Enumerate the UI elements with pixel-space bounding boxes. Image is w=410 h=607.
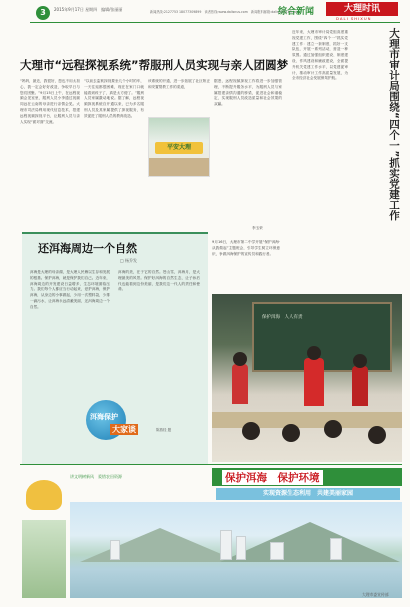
essay-title: 还洱海周边一个自然 <box>38 242 137 255</box>
masthead-subtitle: DALI SHIXUN <box>336 16 372 21</box>
issue-date: 2015年9月17日 星期四 编辑/张丽丽 <box>54 7 123 12</box>
building <box>220 530 232 560</box>
building <box>110 540 120 560</box>
building <box>330 538 342 560</box>
badge-credit: 陈燕桂 题 <box>156 428 172 432</box>
badge-line-1: 洱海保护 <box>90 413 118 421</box>
contact-line: 新闻热线:2127753 18077309899 读者热线:www.dalisnus.com 新闻报料邮箱:dalisnx@163.com <box>150 10 300 14</box>
ad-subtitle: 实现资源生态利用 共建美丽家园 <box>216 488 400 500</box>
header-divider <box>30 22 400 23</box>
student-head <box>233 352 247 366</box>
student-figure <box>352 366 368 406</box>
ad-hills-image <box>22 520 66 598</box>
side-article-headline: 大理市审计局围绕“四个一”抓实党建工作 <box>388 28 400 221</box>
lead-headline: 大理市“远程探视系统”帮服刑人员实现与亲人团圆梦 <box>20 58 289 72</box>
photo-sign: 平安大理 <box>155 142 203 154</box>
student-head <box>307 346 321 360</box>
ad-slogan: 讲文明树新风 爱惜农田资源 <box>70 474 122 479</box>
essay-author: □ 杨乔发 <box>120 258 138 263</box>
student-figure <box>304 358 324 406</box>
blackboard-text: 保护洱海 人人有责 <box>262 315 303 320</box>
lead-body-col-4: 据悉，远程视频探视工作将进一步加强管理，不断提升服务水平，为服刑人员与家属搭建亲情沟通的桥梁，促进社会和谐稳定，实现服刑人员改造质量和社会效果的双赢。 <box>214 79 282 107</box>
student-head <box>324 420 342 438</box>
ad-divider <box>20 464 402 465</box>
ad-logo <box>22 470 66 598</box>
erhai-protection-badge <box>86 400 152 440</box>
lead-body-col-2: “以前去监狱探视要坐几个小时的车，一天往返都很困难，现在在家门口就能看到孩子了，真是太方便了。”服刑人员家属激动地说。据了解，远程视频探视系统自开通以来，已为多名服刑人员及其家属提供了探视服务，有效促进了服刑人员的教育改造。 <box>84 79 144 118</box>
essay-body-col-1: 洱海是大理的母亲湖，是大理人民赖以生存和发展的根基。保护洱海，就是保护我们自己。近年来，洱海周边的开发建设日益增多，生态环境面临压力。我们每个人都应当行动起来，爱护洱海，保护洱海，从身边的小事做起，少用一次塑料袋，少排一滴污水，让洱海永远清澈美丽，还洱海周边一个自然。 <box>30 270 110 309</box>
student-head <box>353 354 367 368</box>
side-article-body: 近年来，大理市审计局党组高度重视党建工作，围绕“四个一”抓实党建工作：建立一套制度，抓好一支队伍，开展一系列活动，营造一种氛围。通过加强组织建设、制度建设、作风建设和廉政建设，全面提升机关党建工作水平，以党建促审计，推动审计工作高质量发展，为全市经济社会发展保驾护航。 <box>292 30 348 81</box>
logo-shape-icon <box>26 480 62 510</box>
lead-reporter: 李玉荣 <box>252 226 263 230</box>
essay-body-col-2: 洱海的美，在于它的自然。苍山雪，洱海月，是大理最美的风景。保护好洱海的自然生态，让子孙后代也能看到这份美丽，是我们这一代人的责任和使命。 <box>118 270 200 292</box>
student-head <box>368 426 386 444</box>
photo-ground <box>149 158 209 176</box>
masthead-logo: 大理时讯 <box>326 2 398 16</box>
student-head <box>242 422 260 440</box>
lead-photo <box>148 117 210 177</box>
student-figure <box>232 364 248 404</box>
photo-caption: 9月16日，大理市第二中学开展“保护洱海·从我做起”主题班会，引导学生树立环保意识，争做洱海保护的宣传员和践行者。 <box>212 240 280 256</box>
ad-credit: 大理市委宣传部 <box>362 592 389 597</box>
building <box>236 536 246 560</box>
badge-line-2: 大家谈 <box>112 425 136 434</box>
ad-landscape-image <box>70 502 402 598</box>
section-title: 综合新闻 <box>278 7 315 17</box>
mountain-shape <box>80 528 240 562</box>
ad-title: 保护洱海 保护环境 <box>222 470 323 485</box>
lead-body-col-1: “妈妈，最近，我很好，您也不用太担心，我一定会好好改造，争取早日与您们团聚。”9月15日上午，在远程视频会见室里，服刑人员小李通过视频同远在云南的母亲进行亲情会见。大理市司法局利用现代信息技术，搭建远程视频探视平台，让服刑人员与亲人实现“面对面”交流。 <box>20 79 80 124</box>
lead-body-col-3: 该系统的开通，进一步拓展了社区矫正和安置帮教工作的渠道， <box>148 79 210 89</box>
classroom-photo <box>212 294 402 462</box>
page-number: 3 <box>36 6 50 20</box>
mountain-shape <box>220 522 400 562</box>
student-head <box>282 424 300 442</box>
building <box>270 542 284 560</box>
